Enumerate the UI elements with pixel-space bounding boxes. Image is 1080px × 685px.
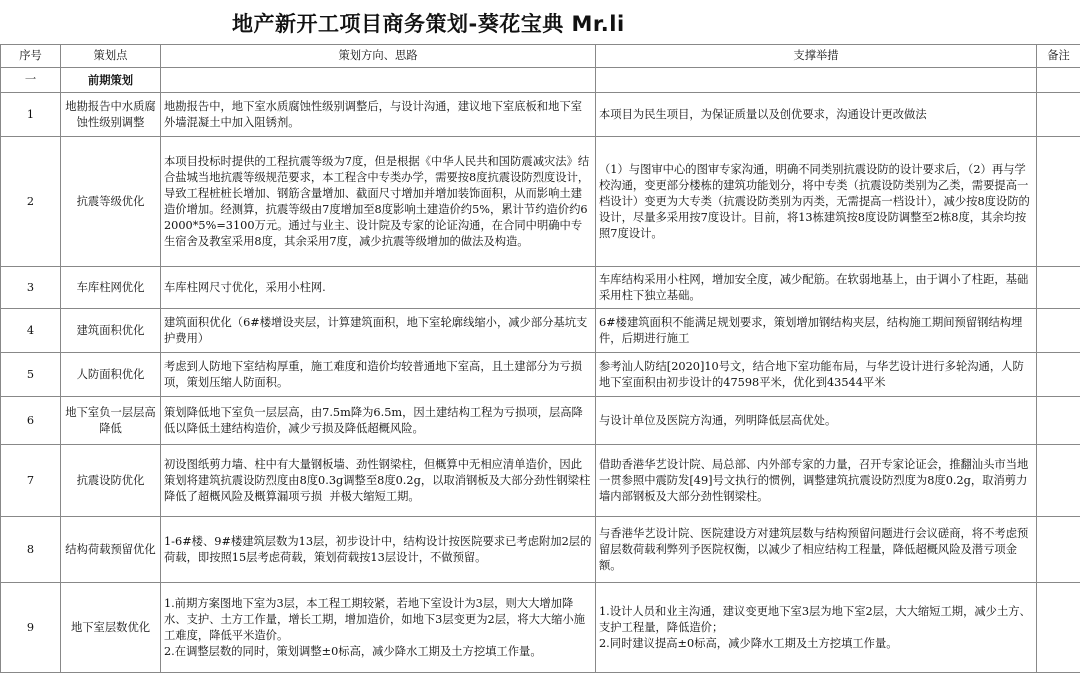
header-measures: 支撑举措	[596, 45, 1037, 68]
header-direction: 策划方向、思路	[161, 45, 596, 68]
row-direction-text: 地勘报告中，地下室水质腐蚀性级别调整后，与设计沟通，建议地下室底板和地下室外墙混凝土中加入阻锈剂。	[164, 99, 582, 129]
row-point: 地下室负一层层高降低	[61, 397, 161, 445]
row-measures-text: 6#楼建筑面积不能满足规划要求，策划增加钢结构夹层，结构施工期间预留钢结构埋件，后期进行施工	[599, 315, 1023, 345]
table-header-row	[1, 45, 1080, 68]
row-measures	[596, 583, 1037, 673]
row-remark	[1037, 445, 1080, 517]
row-direction-text: 建筑面积优化（6#楼增设夹层，计算建筑面积，地下室轮廓线缩小，减少部分基坑支护费用）	[164, 315, 588, 345]
row-measures-text: （1）与图审中心的图审专家沟通，明确不同类别抗震设防的设计要求后，（2）再与学校沟通，变更部分楼栋的建筑功能划分，将中专类（抗震设防类别为乙类，需要提高一档设计）变更为大专类（抗震设防类别为丙类，无需提高一档设计），减少按8度设防的设计，尽量多采用按7度设计。目前，将13栋建筑按8度设防调整至2栋8度，其余均按照7度设计。	[599, 162, 1030, 240]
row-remark	[1037, 397, 1080, 445]
row-direction-text: 策划降低地下室负一层层高，由7.5m降为6.5m，因土建结构工程为亏损项，层高降低以降低土建结构造价，减少亏损及降低超概风险。	[164, 405, 583, 435]
section-empty-direction	[161, 68, 596, 93]
row-measures-text: 与香港华艺设计院、医院建设方对建筑层数与结构预留问题进行会议磋商，将不考虑预留层数荷载利弊列予医院权衡，以减少了相应结构工程量，降低超概风险及潜亏项金额。	[599, 526, 1029, 572]
title-area	[0, 0, 1080, 44]
table-row	[1, 353, 1080, 397]
row-remark	[1037, 93, 1080, 137]
row-measures-text: 1.设计人员和业主沟通，建议变更地下室3层为地下室2层，大大缩短工期，减少土方、支护工程量，降低造价； 2.同时建议提高±0标高，减少降水工期及土方挖填工作量。	[599, 604, 1031, 650]
row-remark	[1037, 583, 1080, 673]
row-no: 4	[1, 309, 61, 353]
table-row	[1, 137, 1080, 267]
row-direction	[161, 137, 596, 267]
table-row	[1, 93, 1080, 137]
row-direction-text: 1.前期方案图地下室为3层，本工程工期较紧，若地下室设计为3层，则大大增加降水、支护、土方工作量，增长工期，增加造价，如地下3层变更为2层，将大大缩小施工难度，降低平米造价。 2.在调整层数的同时，策划调整±0标高，减少降水工期及土方挖填工作量。	[164, 596, 586, 658]
row-measures	[596, 353, 1037, 397]
row-direction	[161, 267, 596, 309]
row-remark	[1037, 137, 1080, 267]
row-point: 车库柱网优化	[61, 267, 161, 309]
section-no: 一	[1, 68, 61, 93]
row-direction	[161, 397, 596, 445]
row-measures	[596, 93, 1037, 137]
header-no: 序号	[1, 45, 61, 68]
row-point: 建筑面积优化	[61, 309, 161, 353]
row-measures	[596, 445, 1037, 517]
row-no: 2	[1, 137, 61, 267]
row-measures-text: 借助香港华艺设计院、局总部、内外部专家的力量，召开专家论证会，推翻汕头市当地一贯参照中震防发[49]号文执行的惯例，调整建筑抗震设防烈度为8度0.2g，取消剪力墙内部钢板及大部分劲性钢梁柱。	[599, 457, 1029, 503]
row-no: 7	[1, 445, 61, 517]
section-empty-measures	[596, 68, 1037, 93]
table-row	[1, 583, 1080, 673]
row-no: 9	[1, 583, 61, 673]
strategy-table	[0, 44, 1080, 673]
table-row	[1, 517, 1080, 583]
row-direction	[161, 517, 596, 583]
row-measures-text: 本项目为民生项目，为保证质量以及创优要求，沟通设计更改做法	[599, 107, 927, 121]
row-remark	[1037, 309, 1080, 353]
row-direction-text: 1-6#楼、9#楼建筑层数为13层，初步设计中，结构设计按医院要求已考虑附加2层的荷载，即按照15层考虑荷载，策划荷载按13层设计，不做预留。	[164, 534, 592, 564]
row-no: 6	[1, 397, 61, 445]
row-no: 8	[1, 517, 61, 583]
row-point: 结构荷载预留优化	[61, 517, 161, 583]
row-measures-text: 与设计单位及医院方沟通，列明降低层高优处。	[599, 413, 837, 427]
table-row	[1, 397, 1080, 445]
row-point: 地勘报告中水质腐蚀性级别调整	[61, 93, 161, 137]
row-remark	[1037, 353, 1080, 397]
row-direction	[161, 583, 596, 673]
table-row	[1, 267, 1080, 309]
row-measures-text: 车库结构采用小柱网，增加安全度，减少配筋。在软弱地基上，由于调小了柱距，基础采用柱下独立基础。	[599, 272, 1029, 302]
page-title: 地产新开工项目商务策划-葵花宝典 Mr.li	[232, 12, 625, 36]
row-measures	[596, 137, 1037, 267]
row-direction	[161, 309, 596, 353]
row-no: 1	[1, 93, 61, 137]
row-point: 地下室层数优化	[61, 583, 161, 673]
row-direction	[161, 445, 596, 517]
row-no: 5	[1, 353, 61, 397]
row-point: 抗震等级优化	[61, 137, 161, 267]
row-measures	[596, 309, 1037, 353]
section-row	[1, 68, 1080, 93]
row-direction-text: 本项目投标时提供的工程抗震等级为7度，但是根据《中华人民共和国防震减灾法》结合盐城当地抗震等级规范要求，本工程含中专类办学，需要按8度抗震设防烈度设计，导致工程桩桩长增加、钢筋含量增加、截面尺寸增加并增加装饰面积，从而影响土建造价增加。经测算，抗震等级由7度增加至8度影响土建造价约5%，累计节约造价约62000*5%=3100万元。通过与业主、设计院及专家的论证沟通，在合同中明确中专生宿舍及教室采用8度，其余采用7度，减少抗震等级增加的做法及构造。	[164, 154, 590, 248]
row-remark	[1037, 267, 1080, 309]
row-measures	[596, 517, 1037, 583]
row-direction	[161, 93, 596, 137]
row-point: 抗震设防优化	[61, 445, 161, 517]
row-direction	[161, 353, 596, 397]
row-direction-text: 初设图纸剪力墙、柱中有大量钢板墙、劲性钢梁柱，但概算中无相应清单造价，因此策划将建筑抗震设防烈度由8度0.3g调整至8度0.2g，以取消钢板及大部分劲性钢梁柱降低了超概风险及概算漏项亏损 并极大缩短工期。	[164, 457, 591, 503]
row-direction-text: 车库柱网尺寸优化，采用小柱网.	[164, 280, 326, 294]
row-point: 人防面积优化	[61, 353, 161, 397]
header-point: 策划点	[61, 45, 161, 68]
section-empty-remark	[1037, 68, 1080, 93]
row-direction-text: 考虑到人防地下室结构厚重，施工难度和造价均较普通地下室高，且土建部分为亏损项，策划压缩人防面积。	[164, 359, 582, 389]
section-name: 前期策划	[61, 68, 161, 93]
row-measures-text: 参考汕人防结[2020]10号文，结合地下室功能布局，与华艺设计进行多轮沟通，人防地下室面积由初步设计的47598平米，优化到43544平米	[599, 359, 1024, 389]
row-measures	[596, 267, 1037, 309]
table-row	[1, 309, 1080, 353]
header-remark: 备注	[1037, 45, 1080, 68]
row-no: 3	[1, 267, 61, 309]
row-remark	[1037, 517, 1080, 583]
table-row	[1, 445, 1080, 517]
row-measures	[596, 397, 1037, 445]
